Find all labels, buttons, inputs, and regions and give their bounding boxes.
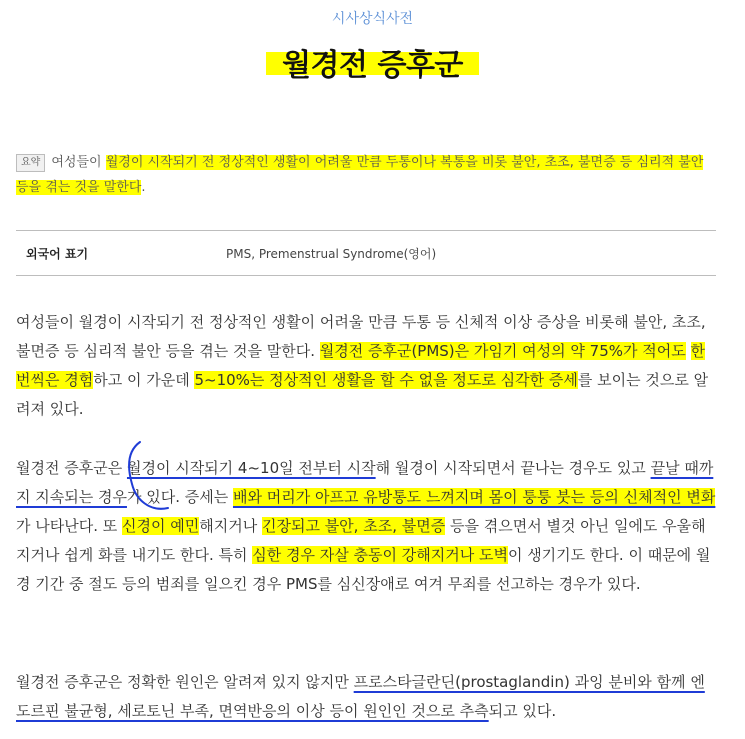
p3-underline-1: 프로스타글란딘(prostaglandin) 과잉 분비와 함께 엔도르핀 불균형, 세로토닌 부족, 면역반응의 이상 등이 원인인 것으로 추측 <box>16 673 705 720</box>
title-wrap <box>0 38 745 84</box>
paragraph-definition <box>16 308 716 424</box>
p2-highlight-1: 배와 머리가 아프고 유방통도 느껴지며 몸이 퉁퉁 붓는 등의 신체적인 변화 <box>232 488 716 506</box>
p1-text-2 <box>686 342 691 360</box>
p2-highlight-3: 긴장되고 불안, 초조, 불면증 <box>261 517 446 535</box>
foreign-notation-label: 외국어 표기 <box>26 247 89 261</box>
p2-highlight-4: 심한 경우 자살 충동이 강해지거나 도벽 <box>252 546 508 564</box>
summary-lead: 여성들이 <box>51 155 106 170</box>
p2-text-3: 가 있다. 증세는 <box>126 488 233 506</box>
p2-text-4: 가 나타난다. 또 <box>16 517 123 535</box>
paragraph-symptoms <box>16 454 716 599</box>
summary-highlight: 월경이 시작되기 전 정상적인 생활이 어려울 만큼 두통이나 복통을 비롯 불안, 초조, 불면증 등 심리적 불안 등을 겪는 것을 말한다 <box>16 155 704 195</box>
summary-badge: 요약 <box>16 154 45 172</box>
p1-text-3: 하고 이 가운데 <box>93 371 195 389</box>
page-title: 월경전 증후군 <box>266 38 479 84</box>
p1-text-4: 를 보이는 것으로 알려져 있다. <box>16 371 709 418</box>
p1-text-1: 여성들이 월경이 시작되기 전 정상적인 생활이 어려울 만큼 두통 등 신체적 이상 증상을 비롯해 불안, 초조, 불면증 등 심리적 불안 등을 겪는 것을 말한다. <box>16 313 706 360</box>
p2-underline-1: 월경이 시작되기 4~10일 전부터 시작 <box>126 459 376 477</box>
paragraph-causes <box>16 668 716 726</box>
foreign-notation-value: PMS, Premenstrual Syndrome(영어) <box>226 247 437 261</box>
p2-text-6: 등을 겪으면서 별것 아닌 일에도 우울해지거나 쉽게 화를 내기도 한다. 특히 <box>16 517 706 564</box>
p2-text-1: 월경전 증후군은 <box>16 459 127 477</box>
p2-text-7: 이 생기기도 한다. 이 때문에 월경 기간 중 절도 등의 범죄를 일으킨 경우 PMS를 심신장애로 여겨 무죄를 선고하는 경우가 있다. <box>16 546 711 593</box>
p1-highlight-1: 월경전 증후군(PMS)은 가임기 여성의 약 75%가 적어도 <box>319 342 686 360</box>
p3-text-2: 되고 있다. <box>488 702 557 720</box>
p2-underline-2: 끝날 때까지 지속되는 경우 <box>16 459 714 506</box>
foreign-notation-table <box>16 230 716 276</box>
p2-highlight-2: 신경이 예민 <box>122 517 200 535</box>
p2-text-2: 해 월경이 시작되면서 끝나는 경우도 있고 <box>375 459 651 477</box>
p2-text-5: 해지거나 <box>199 517 262 535</box>
summary-tail: . <box>141 180 146 195</box>
summary-box <box>16 150 716 200</box>
p1-highlight-2: 한 번씩은 경험 <box>16 342 705 389</box>
p1-highlight-3: 5~10%는 정상적인 생활을 할 수 없을 정도로 심각한 증세 <box>194 371 578 389</box>
p3-text-1: 월경전 증후군은 정확한 원인은 알려져 있지 않지만 <box>16 673 354 691</box>
source-dictionary-name[interactable]: 시사상식사전 <box>331 11 414 27</box>
